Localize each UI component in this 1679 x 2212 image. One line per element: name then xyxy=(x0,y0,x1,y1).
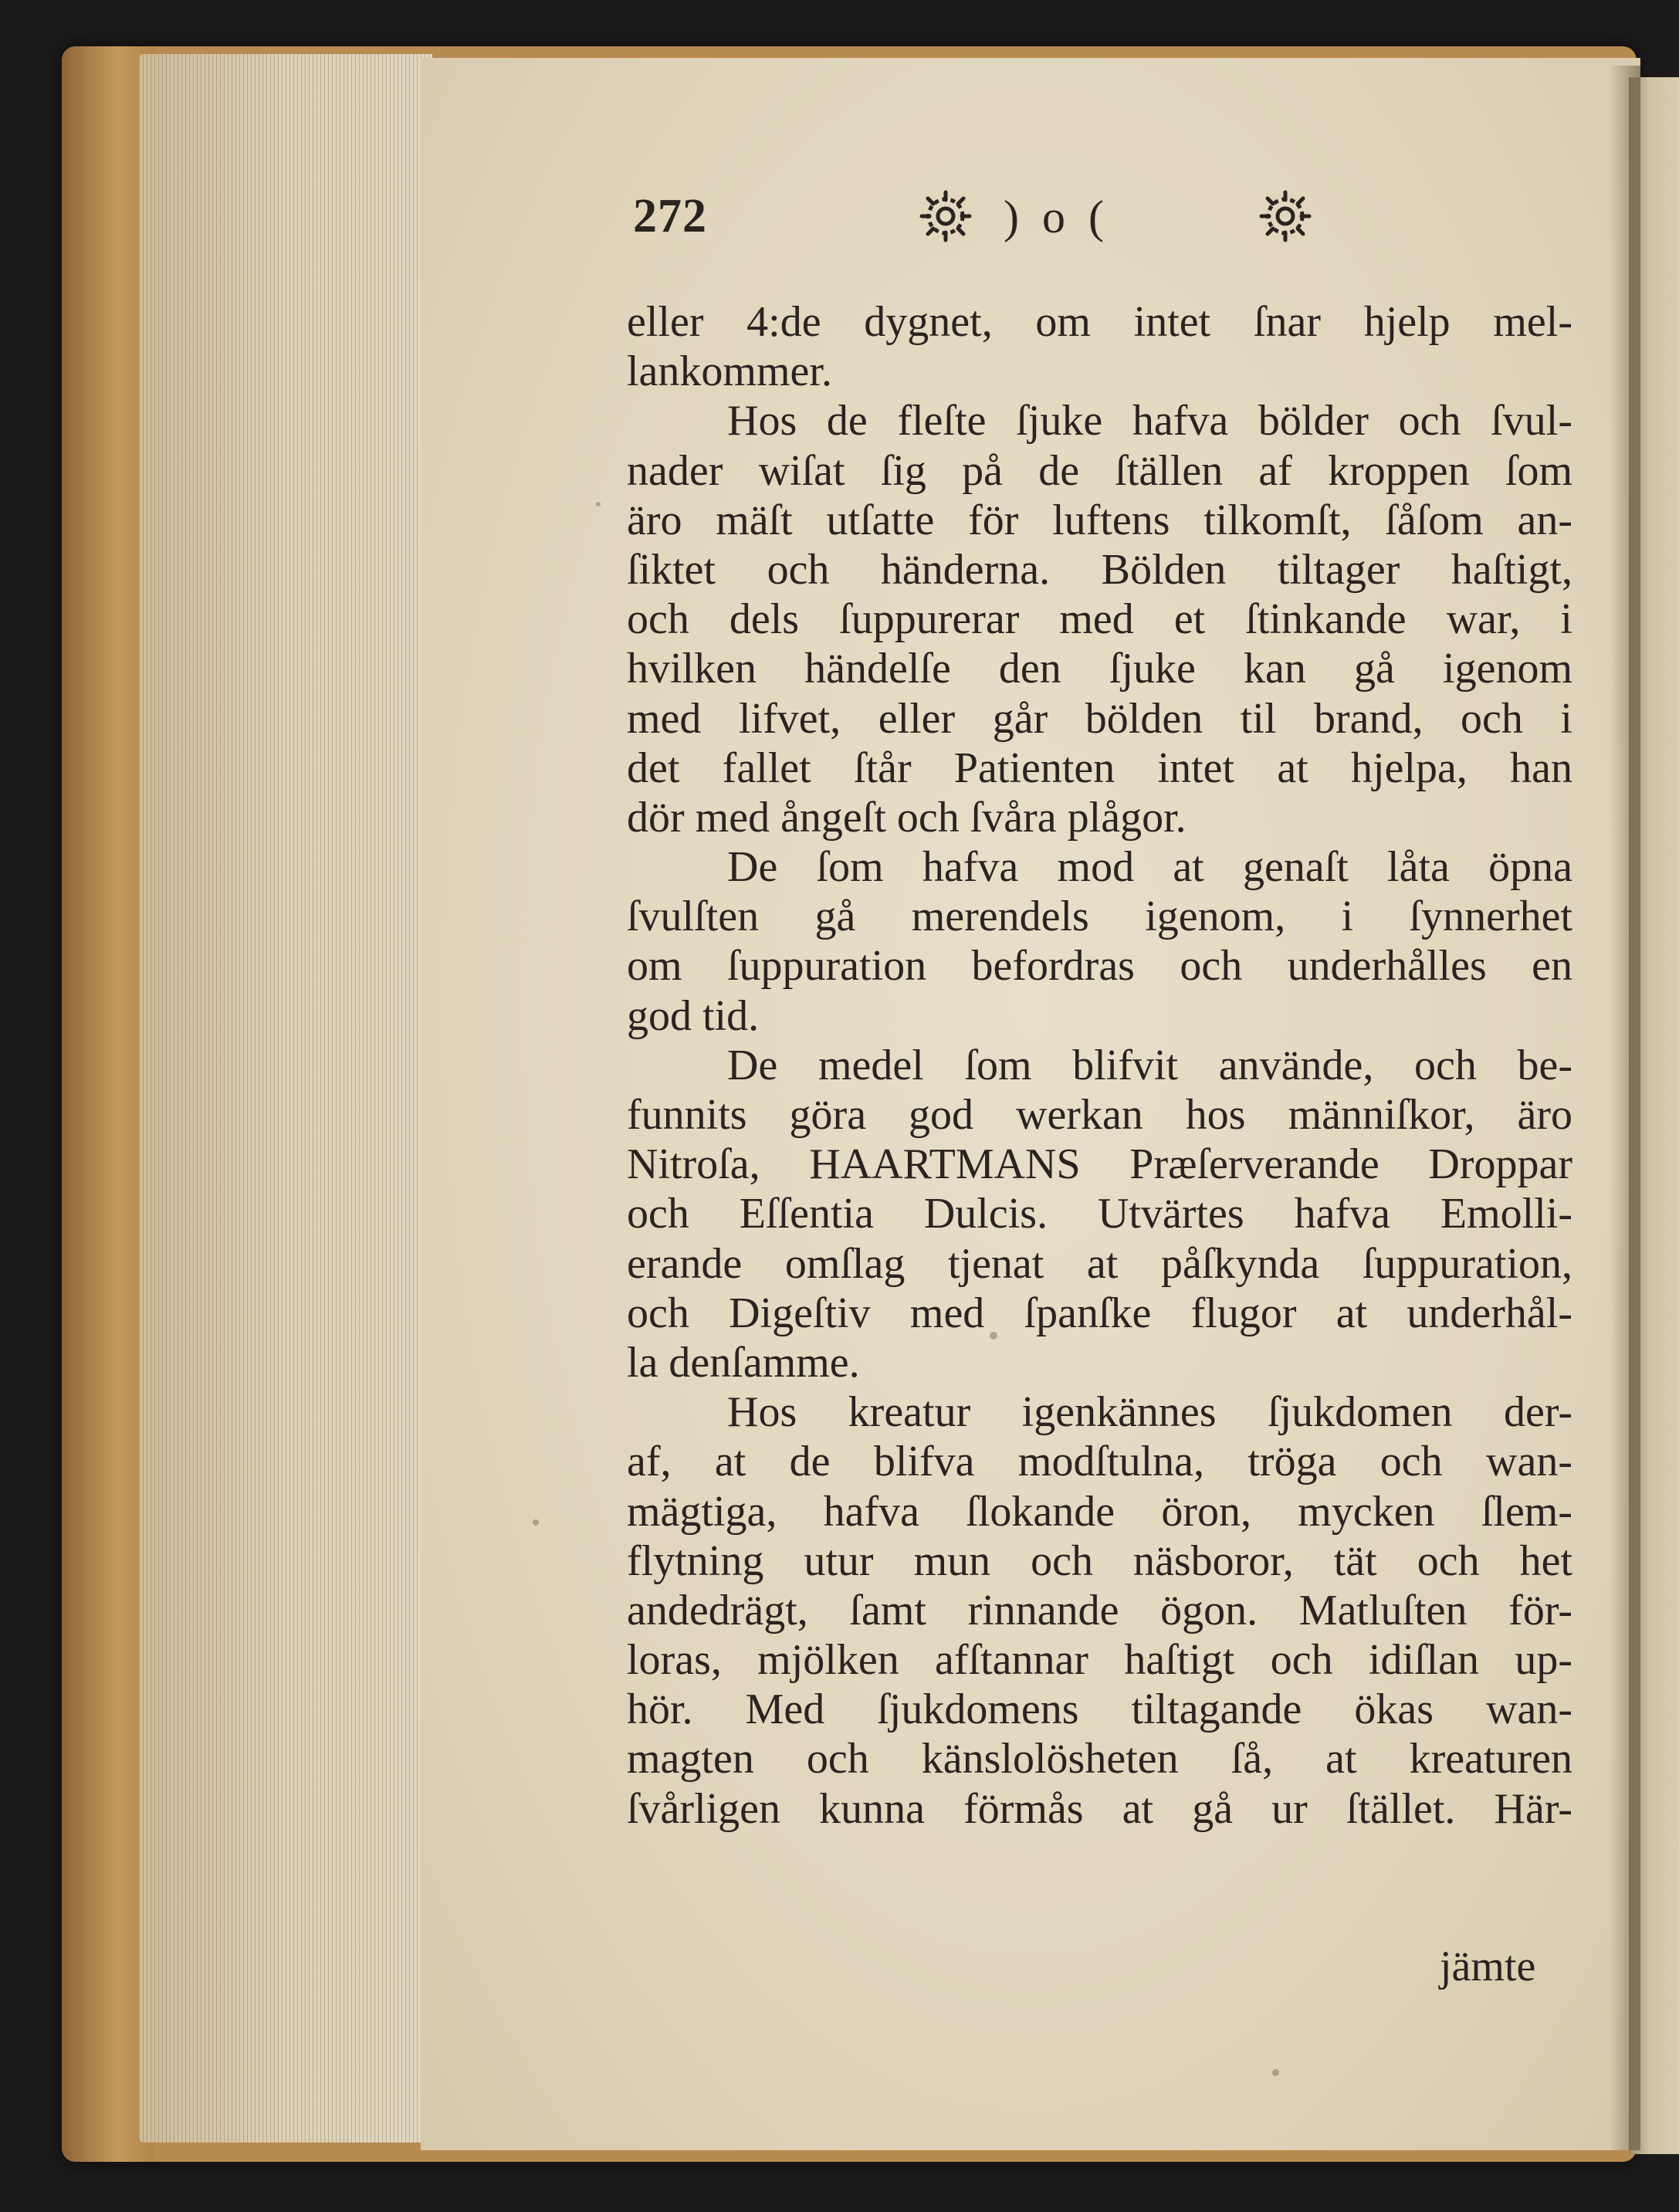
text-line: och Eſſentia Dulcis. Utvärtes hafva Emolli- xyxy=(627,1190,1572,1238)
text-line: loras, mjölken afſtannar haſtigt och idiſlan up- xyxy=(627,1636,1572,1685)
text-line: dör med ångeſt och ſvåra plågor. xyxy=(627,793,1186,842)
body-text xyxy=(627,297,1572,1834)
text-line: la denſamme. xyxy=(627,1338,860,1387)
text-line: andedrägt, ſamt rinnande ögon. Matluſten för- xyxy=(627,1586,1572,1634)
text-line: och Digeſtiv med ſpanſke flugor at underhål- xyxy=(627,1289,1572,1337)
page-gutter-shadow xyxy=(1610,66,1640,2150)
paper-speck xyxy=(1272,2069,1279,2076)
text-line: ſiktet och händerna. Bölden tiltager haſtigt, xyxy=(627,545,1572,594)
text-line: mägtiga, hafva ſlokande öron, mycken ſlem- xyxy=(627,1487,1572,1536)
text-line: Hos de fleſte ſjuke hafva bölder och ſvul- xyxy=(727,397,1572,445)
text-line: De medel ſom blifvit använde, och be- xyxy=(727,1041,1572,1089)
text-line: med lifvet, eller går bölden til brand, och i xyxy=(627,694,1572,743)
text-line: eller 4:de dygnet, om intet ſnar hjelp mel- xyxy=(627,298,1572,346)
text-line: om ſuppuration befordras och underhålles en xyxy=(627,942,1572,991)
text-line: lankommer. xyxy=(627,347,832,396)
catchword: jämte xyxy=(1440,1943,1536,1990)
text-line: god tid. xyxy=(627,991,760,1040)
text-line: hör. Med ſjukdomens tiltagande ökas wan- xyxy=(627,1685,1572,1734)
paper-speck xyxy=(533,1519,539,1526)
running-header xyxy=(633,189,1320,259)
text-line: erande omſlag tjenat at påſkynda ſuppuration, xyxy=(627,1239,1572,1288)
header-mark: )o( xyxy=(1004,191,1127,242)
text-line: Hos kreatur igenkännes ſjukdomen der- xyxy=(727,1388,1572,1437)
paper-speck xyxy=(596,502,601,506)
text-line: det fallet ſtår Patienten intet at hjelpa, han xyxy=(627,744,1572,792)
page-number: 272 xyxy=(633,190,707,242)
text-line: af, at de blifva modſtulna, tröga och wan- xyxy=(627,1438,1572,1486)
text-line: och dels ſuppurerar med et ſtinkande war, i xyxy=(627,595,1572,644)
text-line: funnits göra god werkan hos männiſkor, äro xyxy=(627,1091,1572,1139)
text-line: ſvårligen kunna förmås at gå ur ſtället. Här- xyxy=(627,1784,1572,1833)
flower-ornament-icon xyxy=(919,189,973,243)
text-line: äro mäſt utſatte för luftens tilkomſt, ſåſom an- xyxy=(627,496,1572,544)
text-line: hvilken händelſe den ſjuke kan gå igenom xyxy=(627,645,1572,693)
text-line: flytning utur mun och näsboror, tät och het xyxy=(627,1536,1572,1585)
page-edges-stack xyxy=(139,54,432,2143)
text-line: Nitroſa, HAARTMANS Præſerverande Droppar xyxy=(627,1140,1572,1189)
text-line: De ſom hafva mod at genaſt låta öpna xyxy=(727,843,1572,892)
text-line: ſvulſten gå merendels igenom, i ſynnerhet xyxy=(627,893,1572,941)
text-line: magten och känslolösheten ſå, at kreaturen xyxy=(627,1735,1572,1783)
flower-ornament-icon xyxy=(1258,189,1312,243)
text-line: nader wiſat ſig på de ſtällen af kroppen ſom xyxy=(627,446,1572,495)
